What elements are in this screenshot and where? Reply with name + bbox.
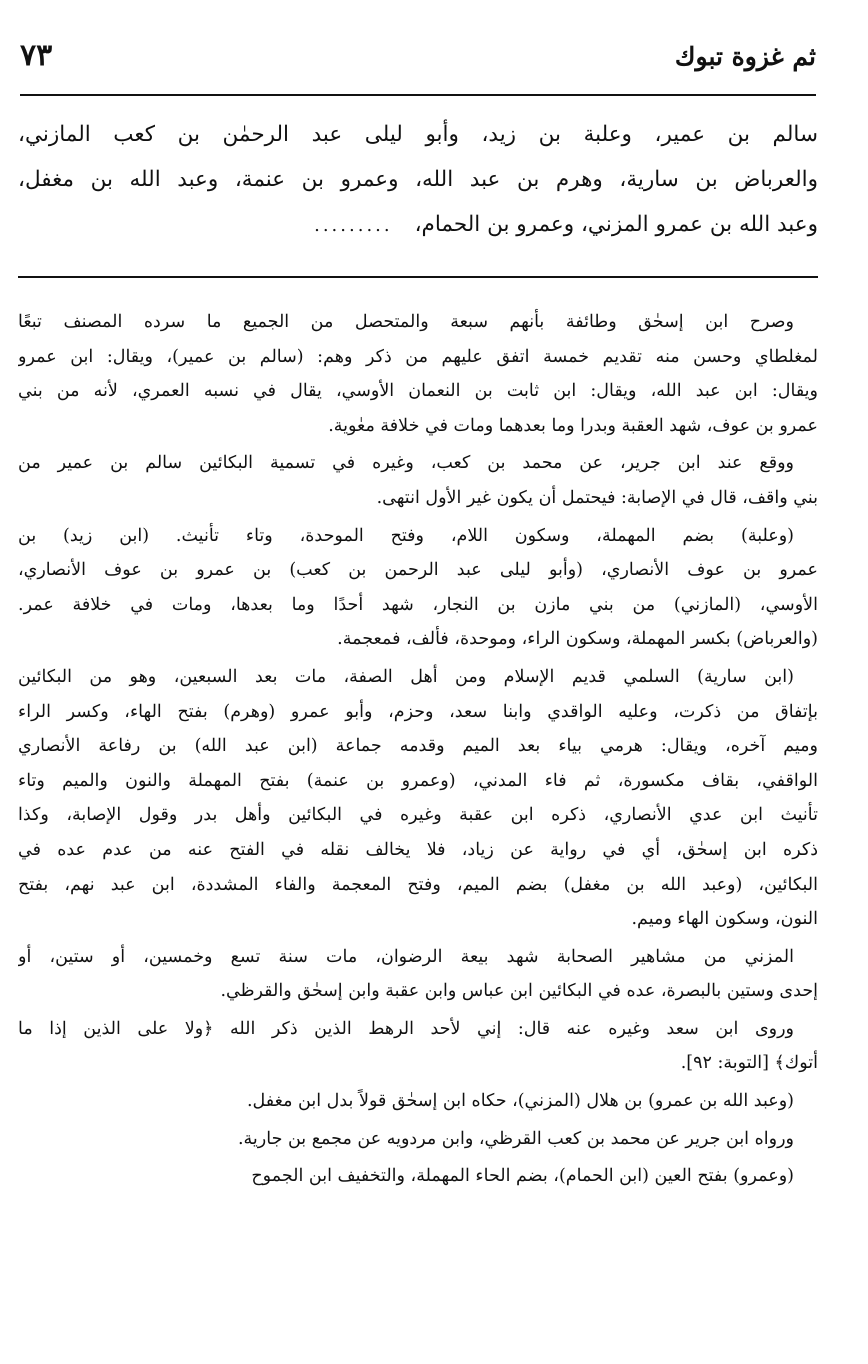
main-text-line: سالم بن عمير، وعلبة بن زيد، وأبو ليلى عبد الرحمٰن بن كعب المازني، [18,122,818,147]
commentary-paragraph [18,660,818,937]
ellipsis-dots: ......... [314,215,393,236]
commentary-line: تأنيث ابن عدي الأنصاري، ذكره ابن عقبة وغيره في البكائين وأهل بدر وقول الإصابة، وكذا [18,805,818,826]
commentary-paragraph [18,1159,818,1194]
main-text-line [18,202,818,247]
commentary-line: وصرح ابن إسحٰق وطائفة بأنهم سبعة والمتحصل من الجميع ما سرده المصنف تبعًا [18,312,794,332]
commentary-line: وروى ابن سعد وغيره عنه قال: إني لأحد الرهط الذين ذكر الله ﴿ولا على الذين إذا ما [18,1018,794,1039]
commentary-line: النون، وسكون الهاء وميم. [631,909,818,930]
commentary-line: عمرو بن عوف الأنصاري، (وأبو ليلى عبد الرحمن بن كعب) بن عمرو بن عوف الأنصاري، [18,560,818,581]
commentary-paragraph [18,1084,818,1119]
chapter-title: ثم غزوة تبوك [674,42,816,71]
commentary-paragraph [18,1122,818,1157]
commentary-text [18,305,818,1197]
header-rule [20,94,816,96]
commentary-line: (وعلبة) بضم المهملة، وسكون اللام، وفتح الموحدة، وتاء تأنيث. (ابن زيد) بن [18,525,794,546]
commentary-line: وميم آخره، ويقال: هرمي بياء بعد الميم وقدمه جماعة (ابن عبد الله) بن رفاعة الأنصاري [18,736,818,757]
commentary-line: ورواه ابن جرير عن محمد بن كعب القرظي، وابن مردويه عن مجمع بن جارية. [237,1128,794,1149]
section-separator-rule [18,276,818,278]
main-text-line-content: وعبد الله بن عمرو المزني، وعمرو بن الحمام، [414,212,818,237]
commentary-line: ذكره ابن إسحٰق، أي في رواية عن زياد، فلا يخالف نقله في الفتح عنه من عدم عده في [18,839,818,860]
commentary-line: المزني من مشاهير الصحابة شهد بيعة الرضوان، مات سنة تسع وخمسين، أو ستين، أو [18,946,794,967]
commentary-paragraph [18,940,818,1009]
page-number: ٧٣ [20,38,53,73]
commentary-paragraph [18,305,818,443]
commentary-paragraph [18,446,818,515]
commentary-line: (والعرباض) بكسر المهملة، وسكون الراء، وموحدة، فألف، فمعجمة. [337,629,818,650]
commentary-line: بإتفاق من ذكرت، وعليه الواقدي وابنا سعد، وحزم، وأبو عمرو (وهرم) بفتح الهاء، وكسر الراء [18,701,818,722]
commentary-line: ووقع عند ابن جرير، عن محمد بن كعب، وغيره في تسمية البكائين سالم بن عمير من [18,453,795,474]
commentary-line: عمرو بن عوف، شهد العقبة وبدرا وما بعدهما ومات في خلافة معٰوية. [328,415,818,436]
main-text-line: والعرباض بن سارية، وهرم بن عبد الله، وعمرو بن عنمة، وعبد الله بن مغفل، [18,167,818,192]
commentary-paragraph [18,1012,818,1081]
commentary-line: أتوك﴾ [التوبة: ٩٢]. [680,1053,818,1074]
commentary-line: ويقال: ابن عبد الله، ويقال: ابن ثابت بن النعمان الأوسي، يقال في نسبه العمري، لأنه من بني [18,381,818,402]
main-text [18,112,818,247]
commentary-line: (وعمرو) بفتح العين (ابن الحمام)، بضم الحاء المهملة، والتخفيف ابن الجموح [251,1166,794,1187]
commentary-line: (وعبد الله بن عمرو) بن هلال (المزني)، حكاه ابن إسحٰق قولاً بدل ابن مغفل. [246,1091,794,1112]
running-header [20,36,816,84]
commentary-line: البكائين، (وعبد الله بن مغفل) بضم الميم، وفتح المعجمة والفاء المشددة، ابن عبد نهم، بفتح [18,874,818,895]
commentary-paragraph [18,519,818,657]
commentary-line: الواقفي، بقاف مكسورة، ثم فاء المدني، (وعمرو بن عنمة) بفتح المهملة والنون والميم وتاء [18,770,818,791]
commentary-line: (ابن سارية) السلمي قديم الإسلام ومن أهل الصفة، مات بعد السبعين، وهو من البكائين [18,666,794,687]
commentary-line: بني واقف، قال في الإصابة: فيحتمل أن يكون غير الأول انتهى. [376,487,818,508]
commentary-line: الأوسي، (المازني) من بني مازن بن النجار، شهد أحدًا وما بعدها، ومات في خلافة عمر. [18,594,818,615]
commentary-line: إحدى وستين بالبصرة، عده في البكائين ابن عباس وابن عقبة وابن إسحٰق والقرظي. [220,981,818,1002]
commentary-line: لمغلطاي وحسن منه تقديم خمسة اتفق عليهم من ذكر وهم: (سالم بن عمير)، ويقال: ابن عمرو [18,346,818,367]
